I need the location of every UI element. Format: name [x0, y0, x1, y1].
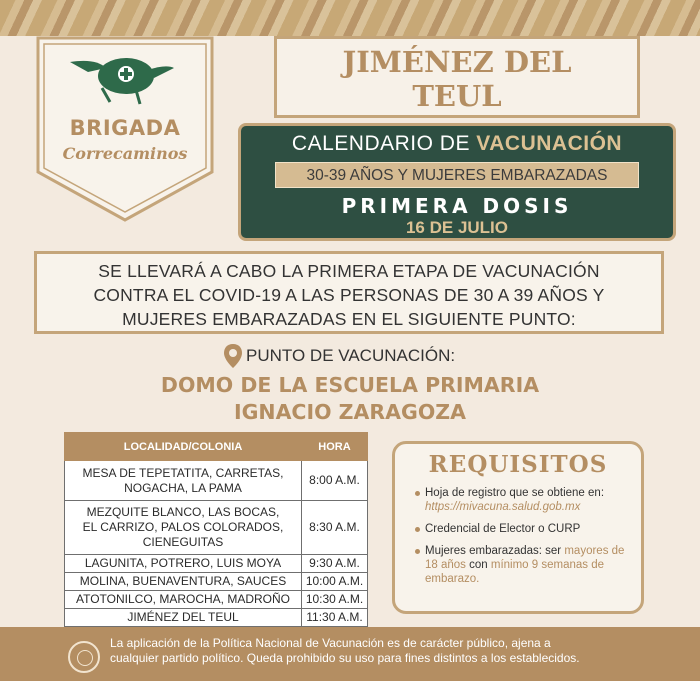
list-item [415, 544, 635, 586]
table-row [65, 591, 368, 609]
header-localidad: LOCALIDAD/COLONIA [65, 433, 302, 461]
vaccination-place [100, 372, 600, 426]
schedule-header-row [65, 433, 368, 461]
brigada-title: BRIGADA [69, 116, 181, 140]
hora-cell: 10:30 A.M. [302, 591, 368, 609]
vaccination-place-line-1: DOMO DE LA ESCUELA PRIMARIA [160, 373, 540, 397]
list-item [415, 522, 635, 536]
list-item [415, 486, 635, 514]
footer-disclaimer [110, 636, 680, 666]
hora-cell: 10:00 A.M. [302, 573, 368, 591]
localidad-line: CIENEGUITAS [142, 535, 224, 549]
table-row [65, 555, 368, 573]
location-pin-icon [222, 343, 244, 369]
hora-cell: 8:30 A.M. [302, 501, 368, 555]
notice-line-1: SE LLEVARÁ A CABO LA PRIMERA ETAPA DE VACUNACIÓN [98, 261, 600, 281]
table-row [65, 461, 368, 501]
mivacuna-link[interactable]: https://mivacuna.salud.gob.mx [425, 501, 581, 513]
calendar-heading-highlight: VACUNACIÓN [476, 132, 623, 155]
footer-line-1: La aplicación de la Política Nacional de Vacunación es de carácter público, ajena a [110, 636, 551, 650]
table-row [65, 573, 368, 591]
hora-cell: 11:30 A.M. [302, 609, 368, 627]
localidad-cell: ATOTONILCO, MAROCHA, MADROÑO [65, 591, 302, 609]
municipality-title-line-1: JIMÉNEZ DEL [342, 45, 572, 79]
localidad-line: NOGACHA, LA PAMA [124, 480, 242, 495]
localidad-cell [65, 461, 302, 501]
age-group-bar: 30-39 AÑOS Y MUJERES EMBARAZADAS [275, 162, 639, 188]
requirement-highlight: mínimo 9 semanas de embarazo. [425, 559, 605, 585]
requirements-title: REQUISITOS [428, 451, 608, 478]
localidad-cell: MOLINA, BUENAVENTURA, SAUCES [65, 573, 302, 591]
header-hora: HORA [302, 433, 368, 461]
localidad-cell: JIMÉNEZ DEL TEUL [65, 609, 302, 627]
table-row [65, 609, 368, 627]
localidad-line: MESA DE TEPETATITA, CARRETAS, [82, 465, 284, 480]
vaccination-date: 16 DE JULIO [405, 218, 509, 237]
brigada-badge [36, 36, 214, 222]
vaccination-point-label [222, 343, 455, 369]
footer-line-2: cualquier partido político. Queda prohibido su uso para fines distintos a los establecidos. [110, 651, 580, 665]
hora-cell: 8:00 A.M. [302, 461, 368, 501]
calendar-heading-prefix: CALENDARIO DE [291, 132, 477, 155]
dose-label: PRIMERA DOSIS [341, 194, 573, 218]
table-row [65, 501, 368, 555]
municipality-title-box [274, 36, 640, 118]
vaccination-point-text: PUNTO DE VACUNACIÓN: [246, 346, 456, 365]
hora-cell: 9:30 A.M. [302, 555, 368, 573]
notice-box [34, 251, 664, 334]
notice-line-2: CONTRA EL COVID-19 A LAS PERSONAS DE 30 A 39 AÑOS Y [93, 285, 605, 305]
requirements-list [415, 486, 635, 586]
vaccination-calendar-box [238, 123, 676, 241]
brigada-subtitle: Correcaminos [62, 144, 188, 163]
schedule-table [64, 432, 368, 627]
localidad-line: EL CARRIZO, PALOS COLORADOS, [82, 520, 284, 534]
mexico-seal-icon [68, 641, 100, 673]
municipality-title-line-2: TEUL [412, 79, 502, 113]
top-decorative-band [0, 0, 700, 36]
notice-line-3: MUJERES EMBARAZADAS EN EL SIGUIENTE PUNTO: [122, 309, 576, 329]
requirement-text: Mujeres embarazadas: ser [425, 545, 565, 557]
calendar-heading [241, 132, 673, 156]
localidad-cell [65, 501, 302, 555]
requirement-text: con [465, 559, 491, 571]
requirement-highlight: mayores de 18 años [425, 545, 625, 571]
requirement-text: Credencial de Elector o CURP [425, 523, 581, 535]
requirements-box [392, 441, 644, 614]
localidad-line: MEZQUITE BLANCO, LAS BOCAS, [86, 505, 280, 519]
vaccination-place-line-2: IGNACIO ZARAGOZA [233, 400, 467, 424]
requirement-text: Hoja de registro que se obtiene en: [425, 487, 605, 499]
localidad-cell: LAGUNITA, POTRERO, LUIS MOYA [65, 555, 302, 573]
